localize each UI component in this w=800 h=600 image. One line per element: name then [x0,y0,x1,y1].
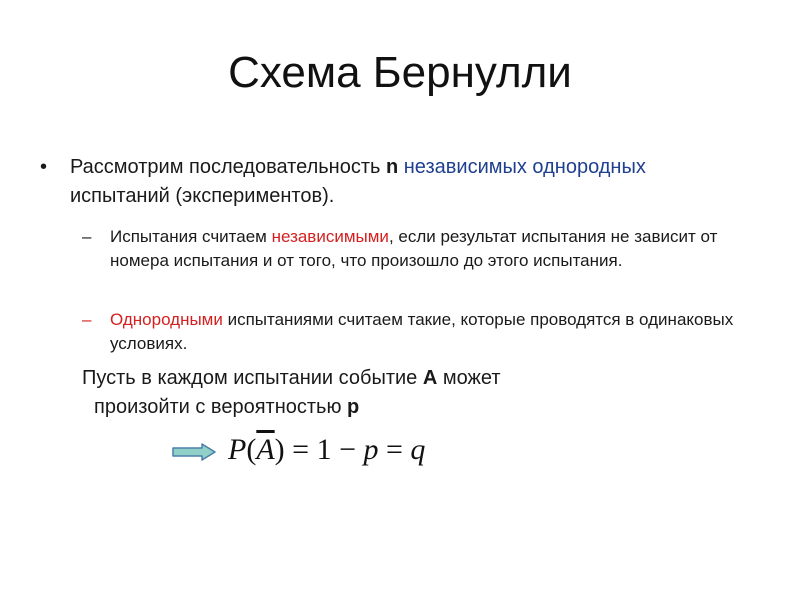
term-independent-homogeneous: независимых однородных [403,156,646,178]
sub2-text-2: испытаниями считаем такие, которые проводятся в одинаковых условиях. [110,310,734,353]
term-homogeneous: Однородными [110,310,223,329]
event-a: А [422,367,438,389]
slide-title: Схема Бернулли [228,48,572,97]
formula-eq1: = 1 − [284,433,364,466]
main-bullet [40,153,730,211]
sub1-text-2: , если результат испытания не зависит от номера испытания и от того, что произошло до этого испытания. [110,227,718,270]
statement-line1-b: может [437,367,501,389]
bullet-text-3: испытаний (экспериментов). [70,185,335,207]
term-independent: независимыми [271,227,389,246]
sub-bullet-homogeneous [82,308,750,356]
formula-p: p [363,433,379,466]
dash-marker: – [82,227,92,246]
formula-q: q [410,433,426,466]
statement-line2-a: произойти с вероятностью [94,396,347,418]
statement-line2 [82,393,722,422]
formula-open-paren: ( [246,433,257,466]
formula-A-complement: $\overline{A}$ [256,433,275,466]
dash-marker: – [82,310,92,329]
statement-line1-a: Пусть в каждом испытании событие [82,367,423,389]
bullet-marker: • [40,156,48,178]
formula-close-paren: ) [274,433,285,466]
formula-eq2: = [378,433,411,466]
sub-bullet-independent [82,225,750,273]
variable-n: n [385,156,399,178]
formula [228,430,425,470]
sub1-text-1: Испытания считаем [110,227,272,246]
probability-statement [82,364,722,422]
bullet-text-1: Рассмотрим последовательность [70,156,386,178]
variable-p: р [347,396,360,418]
formula-P: P [228,433,247,466]
arrow-right-icon [172,443,216,466]
